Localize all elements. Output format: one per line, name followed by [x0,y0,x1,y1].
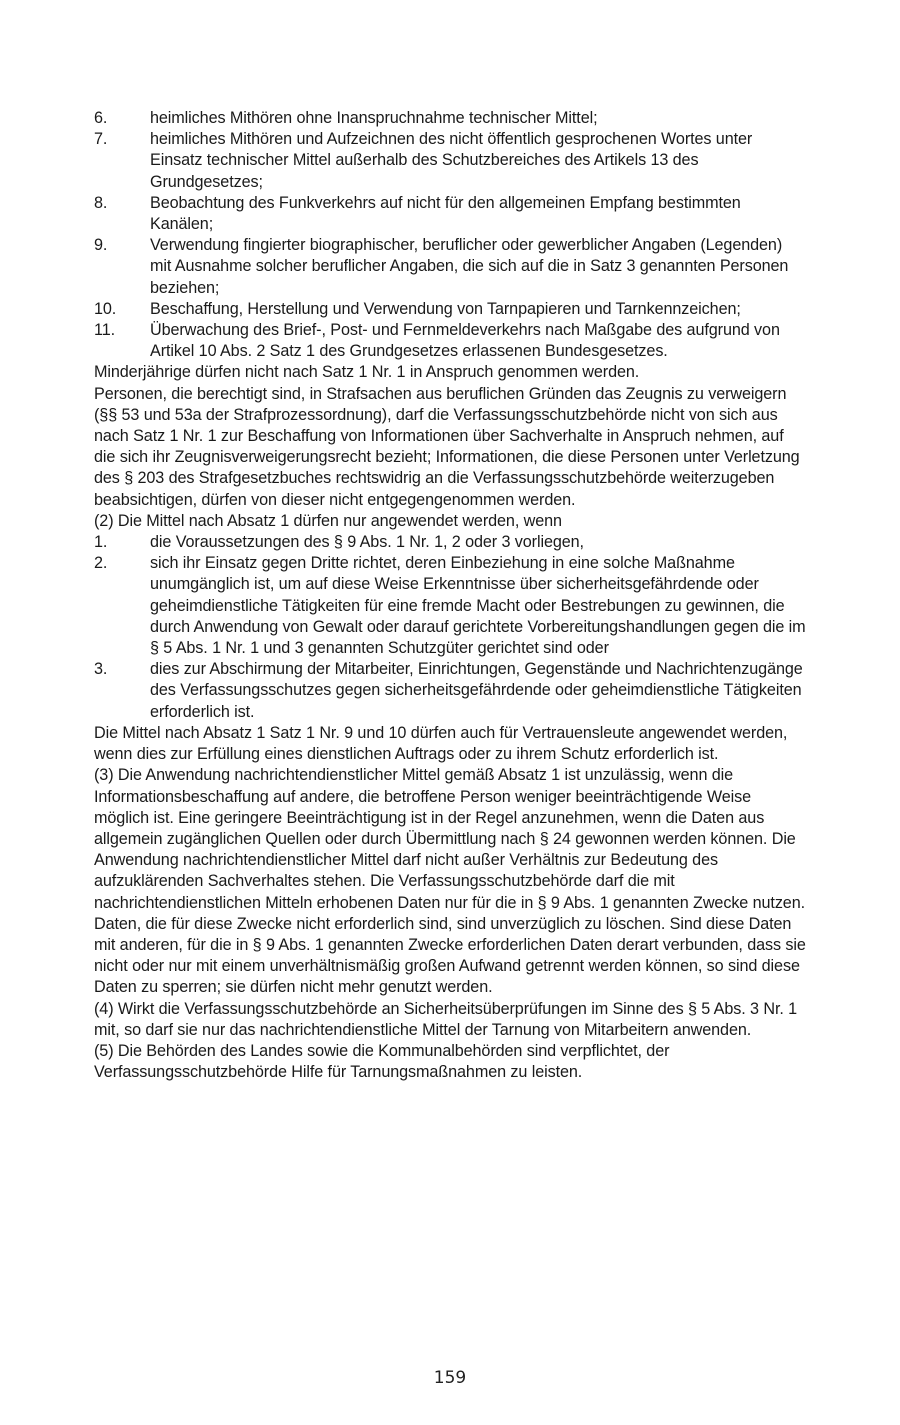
list-item-7 [94,129,806,193]
list-item-number: 6. [94,109,108,127]
list-item-10 [94,299,806,320]
paragraph-5: (5) Die Behörden des Landes sowie die Kommunalbehörden sind verpflichtet, der Verfassungsschutzbehörde Hilfe für Tarnungsmaßnahmen zu leisten. [94,1041,670,1082]
list-item-text: Beobachtung des Funkverkehrs auf nicht für den allgemeinen Empfang bestimmten Kanälen; [150,193,741,234]
list-item-text: heimliches Mithören ohne Inanspruchnahme technischer Mittel; [150,109,598,127]
paragraph-3: (3) Die Anwendung nachrichtendienstlicher Mittel gemäß Absatz 1 ist unzulässig, wenn die Informationsbeschaffung auf andere, die betroffene Person weniger beeinträchtigende Weise möglich ist. Eine geringere Beeinträchtigung ist in der Regel anzunehmen, wenn die Daten aus allgemein zugänglichen Quellen oder durch Übermittlung nach § 24 gewonnen werden können. Die Anwendung nachrichtendienstlicher Mittel darf nicht außer Verhältnis zur Bedeutung des aufzuklärenden Sachverhaltes stehen. Die Verfassungsschutzbehörde darf die mit nachrichtendienstlichen Mitteln erhobenen Daten nur für die in § 9 Abs. 1 genannten Zwecke nutzen. Daten, die für diese Zwecke nicht erforderlich sind, sind unverzüglich zu löschen. Sind diese Daten mit anderen, für die in § 9 Abs. 1 genannten Zwecke erforderlichen Daten derart verbunden, dass sie nicht oder nur mit einem unverhältnismäßig großen Aufwand getrennt werden können, so sind diese Daten zu sperren; sie dürfen nicht mehr genutzt werden. [94,766,806,997]
list-item-8 [94,193,806,235]
list-item-11 [94,320,806,362]
list-item-number: 11. [94,321,116,340]
list-item-number: 7. [94,130,108,149]
list-item-number: 10. [94,299,117,318]
list-item-text: Beschaffung, Herstellung und Verwendung von Tarnpapieren und Tarnkennzeichen; [150,299,741,318]
list-item-text: heimliches Mithören und Aufzeichnen des nicht öffentlich gesprochenen Wortes unter Einsatz technischer Mittel außerhalb des Schutzbereiches des Artikels 13 des Grundgesetzes; [150,130,753,191]
paragraph-2-intro: (2) Die Mittel nach Absatz 1 dürfen nur angewendet werden, wenn [94,511,562,530]
list-item-text: Überwachung des Brief-, Post- und Fernmeldeverkehrs nach Maßgabe des aufgrund von Artikel 10 Abs. 2 Satz 1 des Grundgesetzes erlassenen Bundesgesetzes. [150,321,780,361]
list-item-text: die Voraussetzungen des § 9 Abs. 1 Nr. 1, 2 oder 3 vorliegen, [150,533,584,552]
condition-item-3 [94,659,806,723]
list-item-text: Verwendung fingierter biographischer, beruflicher oder gewerblicher Angaben (Legenden) mit Ausnahme solcher beruflicher Angaben, die sich auf die in Satz 3 genannten Personen beziehen; [150,236,789,297]
condition-item-1 [94,532,806,553]
list-item-number: 1. [94,533,108,552]
list-item-number: 8. [94,193,108,212]
list-item-number: 9. [94,236,108,255]
paragraph-privileged-persons: Personen, die berechtigt sind, in Strafsachen aus beruflichen Gründen das Zeugnis zu verweigern (§§ 53 und 53a der Strafprozessordnung), darf die Verfassungsschutzbehörde nicht von sich aus nach Satz 1 Nr. 1 zur Beschaffung von Informationen über Sachverhalte in Anspruch nehmen, auf die sich ihr Zeugnisverweigerungsrecht bezieht; Informationen, die diese Personen unter Verletzung des § 203 des Strafgesetzbuches rechtswidrig an die Verfassungsschutzbehörde weiterzugeben beabsichtigen, dürfen von dieser nicht entgegengenommen werden. [94,384,800,509]
condition-item-2 [94,553,806,659]
list-item-number: 3. [94,660,108,679]
list-item-text: dies zur Abschirmung der Mitarbeiter, Einrichtungen, Gegenstände und Nachrichtenzugänge des Verfassungsschutzes gegen sicherheitsgefährdende oder geheimdienstliche Tätigkeiten erforderlich ist. [150,660,803,721]
paragraph-minors: Minderjährige dürfen nicht nach Satz 1 Nr. 1 in Anspruch genommen werden. [94,363,640,382]
document-page [94,108,806,1083]
list-item-text: sich ihr Einsatz gegen Dritte richtet, deren Einbeziehung in eine solche Maßnahme unumgänglich ist, um auf diese Weise Erkenntnisse über sicherheitsgefährdende oder geheimdienstliche Tätigkeiten für eine fremde Macht oder Bestrebungen zu gewinnen, die durch Anwendung von Gewalt oder darauf gerichtete Vorbereitungshandlungen gegen die im § 5 Abs. 1 Nr. 1 und 3 genannten Schutzgüter gerichtet sind oder [150,554,806,658]
paragraph-4: (4) Wirkt die Verfassungsschutzbehörde an Sicherheitsüberprüfungen im Sinne des § 5 Abs. 3 Nr. 1 mit, so darf sie nur das nachrichtendienstliche Mittel der Tarnung von Mitarbeitern anwenden. [94,999,798,1039]
paragraph-trusted-persons: Die Mittel nach Absatz 1 Satz 1 Nr. 9 und 10 dürfen auch für Vertrauensleute angewendet werden, wenn dies zur Erfüllung eines dienstlichen Auftrags oder zu ihrem Schutz erforderlich ist. [94,723,788,764]
list-item-9 [94,235,806,299]
list-item-6 [94,108,806,129]
page-number: 159 [433,1368,467,1388]
list-item-number: 2. [94,554,108,573]
